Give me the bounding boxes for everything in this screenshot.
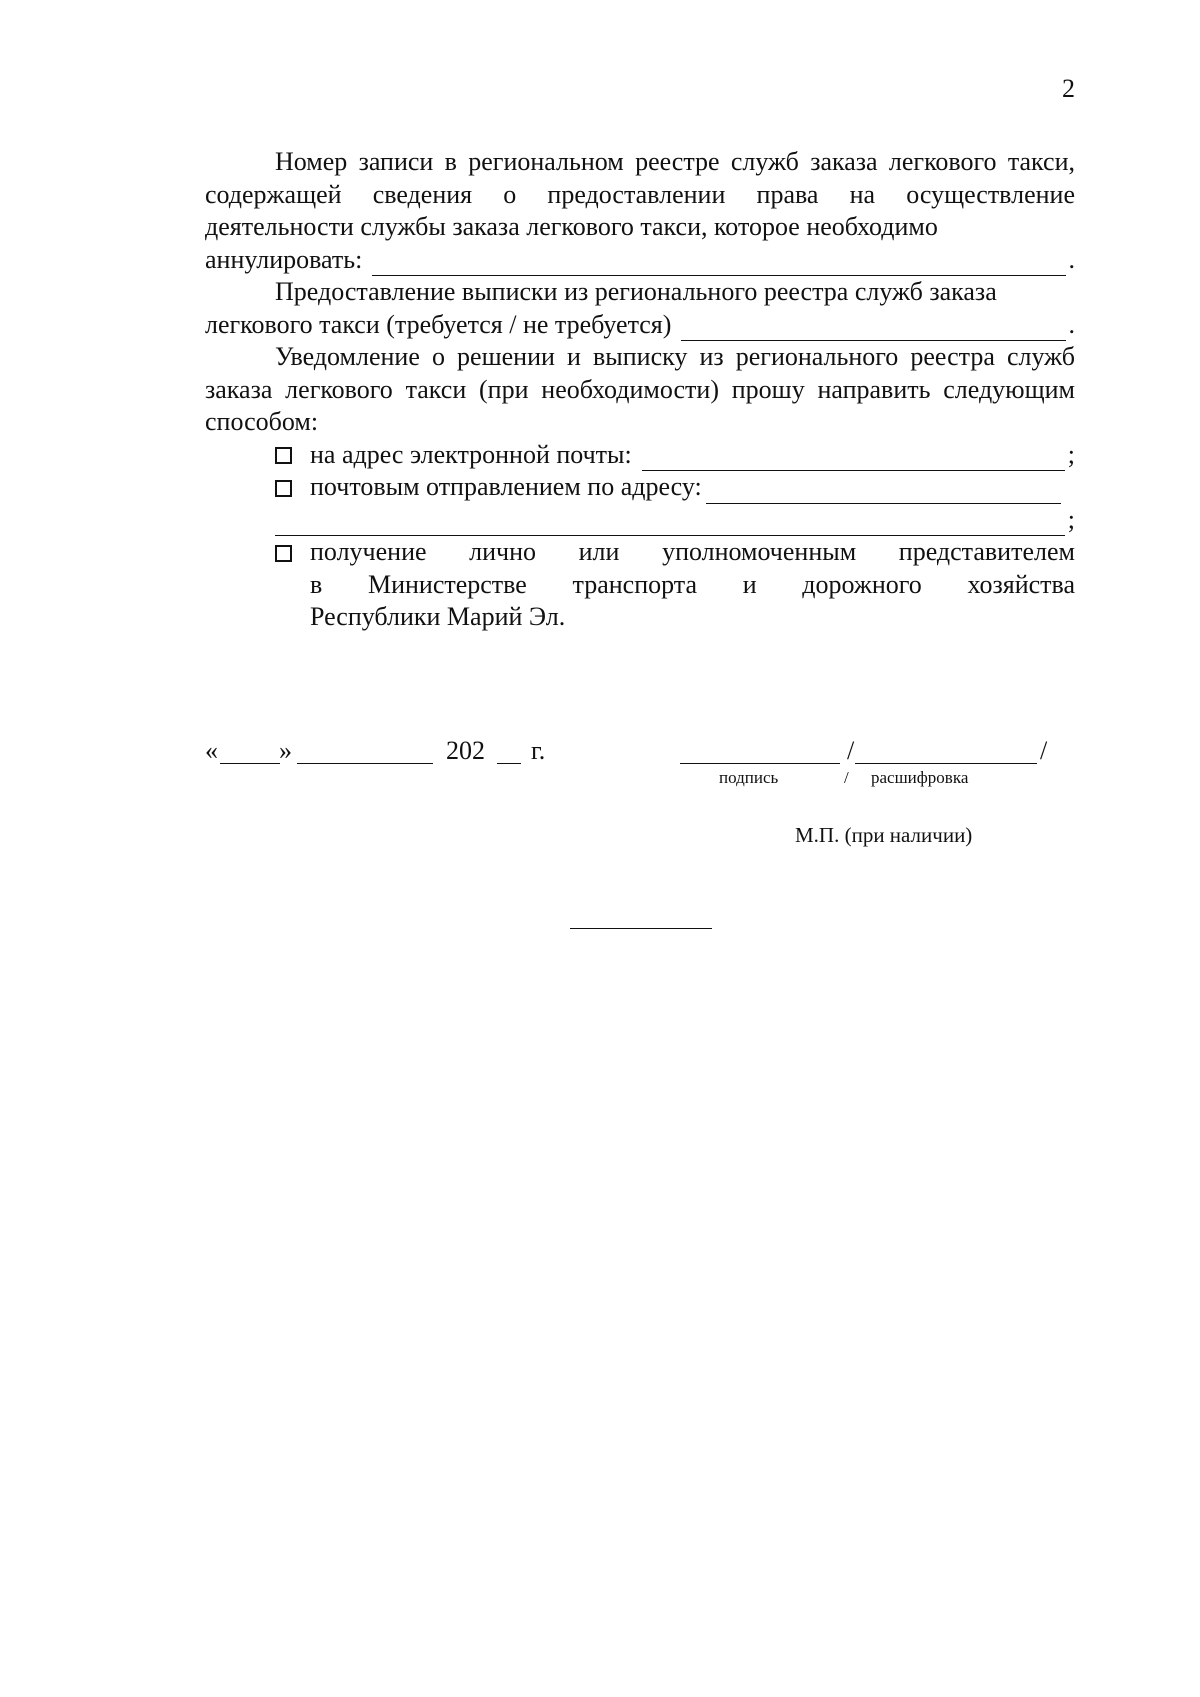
post-label: почтовым отправлением по адресу:: [310, 472, 702, 501]
word: и: [742, 569, 757, 599]
extract-text-1: Предоставление выписки из регионального реестра служб заказа: [275, 277, 997, 306]
quote-close: »: [279, 736, 292, 765]
address-field-2[interactable]: [275, 510, 1065, 536]
word: представителем: [898, 537, 1075, 566]
line-end-semicolon: ;: [1067, 439, 1075, 469]
line-end-period: .: [1068, 309, 1075, 339]
decoding-caption: расшифровка: [871, 768, 969, 787]
personal-checkbox[interactable]: [275, 545, 292, 562]
word: уполномоченным: [662, 537, 857, 566]
address-field-1[interactable]: [706, 478, 1061, 504]
slash: /: [847, 736, 855, 765]
year-field[interactable]: [497, 763, 521, 764]
email-field[interactable]: [642, 445, 1065, 471]
line-end-semicolon: ;: [1067, 504, 1075, 534]
page-number: 2: [1062, 74, 1075, 103]
email-label: на адрес электронной почты:: [310, 439, 632, 469]
extract-line-2: [205, 309, 1075, 342]
year-prefix: 202: [446, 736, 485, 765]
record-number-field[interactable]: [372, 250, 1065, 276]
extract-text-2: легкового такси (требуется / не требуется): [205, 309, 672, 339]
personal-text: [310, 536, 1075, 634]
year-suffix: г.: [531, 736, 546, 765]
notification-paragraph: Уведомление о решении и выписку из регионального реестра служб заказа легкового такси (при необходимости) прошу направить следующим способом:: [205, 342, 1075, 436]
option-post: [205, 471, 1075, 504]
option-personal: [205, 536, 1075, 634]
option-email: [205, 439, 1075, 472]
word: транспорта: [572, 569, 697, 599]
stamp-note: М.П. (при наличии): [795, 823, 973, 847]
slash: /: [1040, 736, 1048, 765]
word: Министерстве: [367, 569, 527, 599]
word: получение: [310, 537, 427, 566]
word: или: [578, 537, 620, 566]
month-field[interactable]: [297, 763, 433, 764]
email-checkbox[interactable]: [275, 447, 292, 464]
extract-required-field[interactable]: [681, 315, 1065, 341]
decoding-field[interactable]: [855, 763, 1037, 764]
extract-paragraph: [205, 276, 1075, 341]
quote-open: «: [205, 736, 218, 765]
signature-field[interactable]: [680, 763, 840, 764]
post-checkbox[interactable]: [275, 480, 292, 497]
line-end-period: .: [1068, 244, 1075, 274]
option-post-continuation: [205, 504, 1075, 537]
caption-slash: /: [844, 768, 849, 787]
form-body: [205, 146, 1075, 634]
personal-line-2: [310, 569, 1075, 602]
cancel-record-label: аннулировать:: [205, 244, 363, 274]
cancel-record-line: [205, 244, 1075, 277]
extract-line-1: [205, 276, 1075, 309]
personal-line-3: Республики Марий Эл.: [310, 602, 566, 631]
registry-record-paragraph: [205, 146, 1075, 276]
end-divider: [570, 928, 712, 929]
word: дорожного: [802, 569, 922, 599]
signature-row: [205, 736, 1075, 787]
signature-caption: подпись: [719, 768, 779, 787]
word: лично: [469, 537, 537, 566]
word: хозяйства: [967, 569, 1075, 599]
registry-record-text: Номер записи в региональном реестре служб заказа легкового такси, содержащей сведения о предоставлении права на осуществление деятельности службы заказа легкового такси, которое необходимо: [205, 147, 1075, 241]
day-field[interactable]: [220, 763, 280, 764]
personal-line-1: [310, 536, 1075, 569]
word: в: [310, 569, 323, 599]
